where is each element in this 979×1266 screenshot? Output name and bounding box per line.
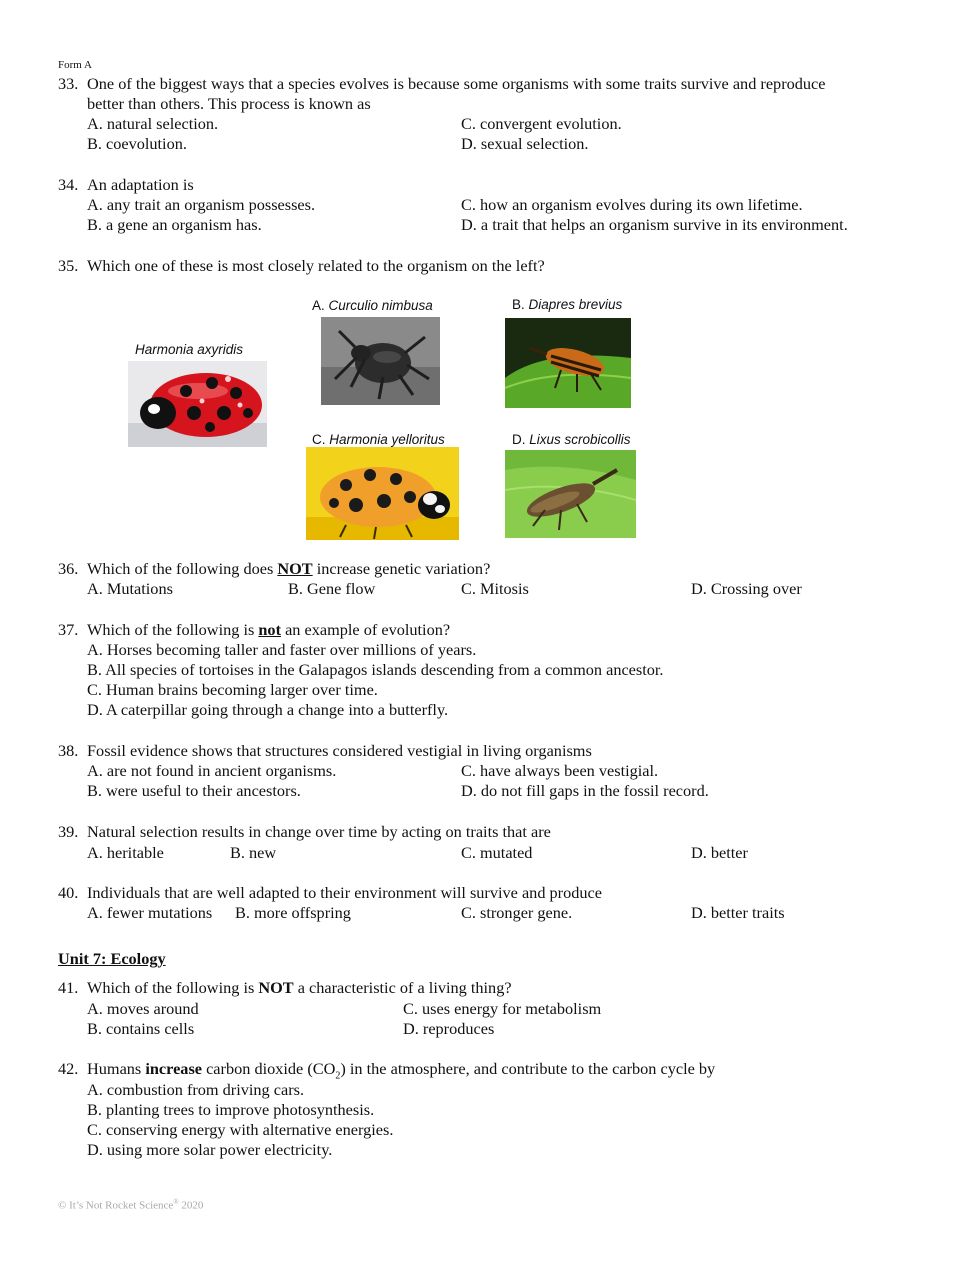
- question-number: 38.: [58, 741, 79, 760]
- question-stem: Individuals that are well adapted to their environment will survive and produce: [87, 883, 602, 902]
- emphasis-not: NOT: [258, 978, 294, 997]
- question-number: 35.: [58, 256, 79, 275]
- answer-option-d[interactable]: D. reproduces: [403, 1019, 495, 1038]
- answer-option-d[interactable]: D. Crossing over: [691, 579, 802, 598]
- answer-option-d[interactable]: D. better traits: [691, 903, 785, 922]
- answer-option-b[interactable]: B. planting trees to improve photosynthesis.: [87, 1100, 375, 1119]
- answer-option-d[interactable]: D. do not fill gaps in the fossil record.: [461, 781, 709, 800]
- question-stem: Natural selection results in change over time by acting on traits that are: [87, 822, 551, 841]
- question-number: 36.: [58, 559, 79, 578]
- answer-option-d[interactable]: D. a trait that helps an organism survive in its environment.: [461, 215, 848, 234]
- answer-option-a[interactable]: A. any trait an organism possesses.: [87, 195, 316, 214]
- answer-option-d[interactable]: D. better: [691, 843, 748, 862]
- question-stem: Humans increase carbon dioxide $(CO_2)$ in the atmosphere, and contribute to the carbon cycle by: [87, 1059, 716, 1082]
- option-c-caption: C. Harmonia yelloritus: [312, 432, 445, 447]
- question-number: 41.: [58, 978, 79, 997]
- emphasis-not: not: [258, 620, 281, 639]
- answer-option-d[interactable]: D. A caterpillar going through a change into a butterfly.: [87, 700, 449, 719]
- answer-option-c[interactable]: C. convergent evolution.: [461, 114, 622, 133]
- unit-heading: Unit 7: Ecology: [58, 949, 166, 968]
- option-d-caption: D. Lixus scrobicollis: [512, 432, 631, 447]
- answer-option-b[interactable]: B. new: [230, 843, 277, 862]
- answer-option-c[interactable]: C. conserving energy with alternative energies.: [87, 1120, 394, 1139]
- weevil-brown-photo[interactable]: [505, 450, 636, 538]
- answer-option-b[interactable]: B. more offspring: [235, 903, 351, 922]
- ladybug-red-photo: [128, 361, 267, 447]
- question-stem: Which of the following is NOT a characteristic of a living thing?: [87, 978, 512, 997]
- weevil-striped-photo[interactable]: [505, 318, 631, 408]
- answer-option-c[interactable]: C. mutated: [461, 843, 533, 862]
- question-stem-continued: better than others. This process is known as: [87, 94, 371, 113]
- answer-option-a[interactable]: A. moves around: [87, 999, 199, 1018]
- emphasis-increase: increase: [145, 1059, 203, 1078]
- answer-option-c[interactable]: C. Mitosis: [461, 579, 529, 598]
- option-b-caption: B. Diapres brevius: [512, 297, 623, 312]
- question-stem: One of the biggest ways that a species evolves is because some organisms with some traits survive and reproduce: [87, 74, 826, 93]
- answer-option-d[interactable]: D. using more solar power electricity.: [87, 1140, 333, 1159]
- answer-option-a[interactable]: A. fewer mutations: [87, 903, 213, 922]
- answer-option-a[interactable]: A. are not found in ancient organisms.: [87, 761, 337, 780]
- answer-option-c[interactable]: C. have always been vestigial.: [461, 761, 659, 780]
- emphasis-not: NOT: [277, 559, 313, 578]
- answer-option-b[interactable]: B. All species of tortoises in the Galapagos islands descending from a common ancestor.: [87, 660, 664, 679]
- question-stem: Which of the following is not an example of evolution?: [87, 620, 451, 639]
- answer-option-a[interactable]: A. heritable: [87, 843, 164, 862]
- question-number: 37.: [58, 620, 79, 639]
- question-number: 33.: [58, 74, 79, 93]
- question-number: 39.: [58, 822, 79, 841]
- copyright-footer: © It’s Not Rocket Science® 2020: [58, 1198, 204, 1212]
- answer-option-a[interactable]: A. Mutations: [87, 579, 173, 598]
- ladybug-yellow-photo[interactable]: [306, 447, 459, 540]
- answer-option-a[interactable]: A. natural selection.: [87, 114, 219, 133]
- answer-option-c[interactable]: C. Human brains becoming larger over time.: [87, 680, 378, 699]
- beetle-gray-photo[interactable]: [321, 317, 440, 405]
- question-stem: Fossil evidence shows that structures considered vestigial in living organisms: [87, 741, 592, 760]
- question-number: 40.: [58, 883, 79, 902]
- answer-option-c[interactable]: C. stronger gene.: [461, 903, 573, 922]
- reference-caption: Harmonia axyridis: [135, 342, 244, 357]
- question-stem: Which one of these is most closely related to the organism on the left?: [87, 256, 545, 275]
- option-a-caption: A. Curculio nimbusa: [312, 298, 433, 313]
- answer-option-a[interactable]: A. combustion from driving cars.: [87, 1080, 305, 1099]
- form-label: Form A: [58, 59, 92, 71]
- answer-option-b[interactable]: B. a gene an organism has.: [87, 215, 262, 234]
- question-stem: An adaptation is: [87, 175, 194, 194]
- answer-option-b[interactable]: B. coevolution.: [87, 134, 187, 153]
- answer-option-c[interactable]: C. uses energy for metabolism: [403, 999, 602, 1018]
- answer-option-d[interactable]: D. sexual selection.: [461, 134, 589, 153]
- answer-option-a[interactable]: A. Horses becoming taller and faster over millions of years.: [87, 640, 477, 659]
- answer-option-b[interactable]: B. contains cells: [87, 1019, 195, 1038]
- answer-option-c[interactable]: C. how an organism evolves during its own lifetime.: [461, 195, 803, 214]
- answer-option-b[interactable]: B. Gene flow: [288, 579, 376, 598]
- question-number: 42.: [58, 1059, 79, 1078]
- answer-option-b[interactable]: B. were useful to their ancestors.: [87, 781, 301, 800]
- question-number: 34.: [58, 175, 79, 194]
- question-stem: Which of the following does NOT increase genetic variation?: [87, 559, 491, 578]
